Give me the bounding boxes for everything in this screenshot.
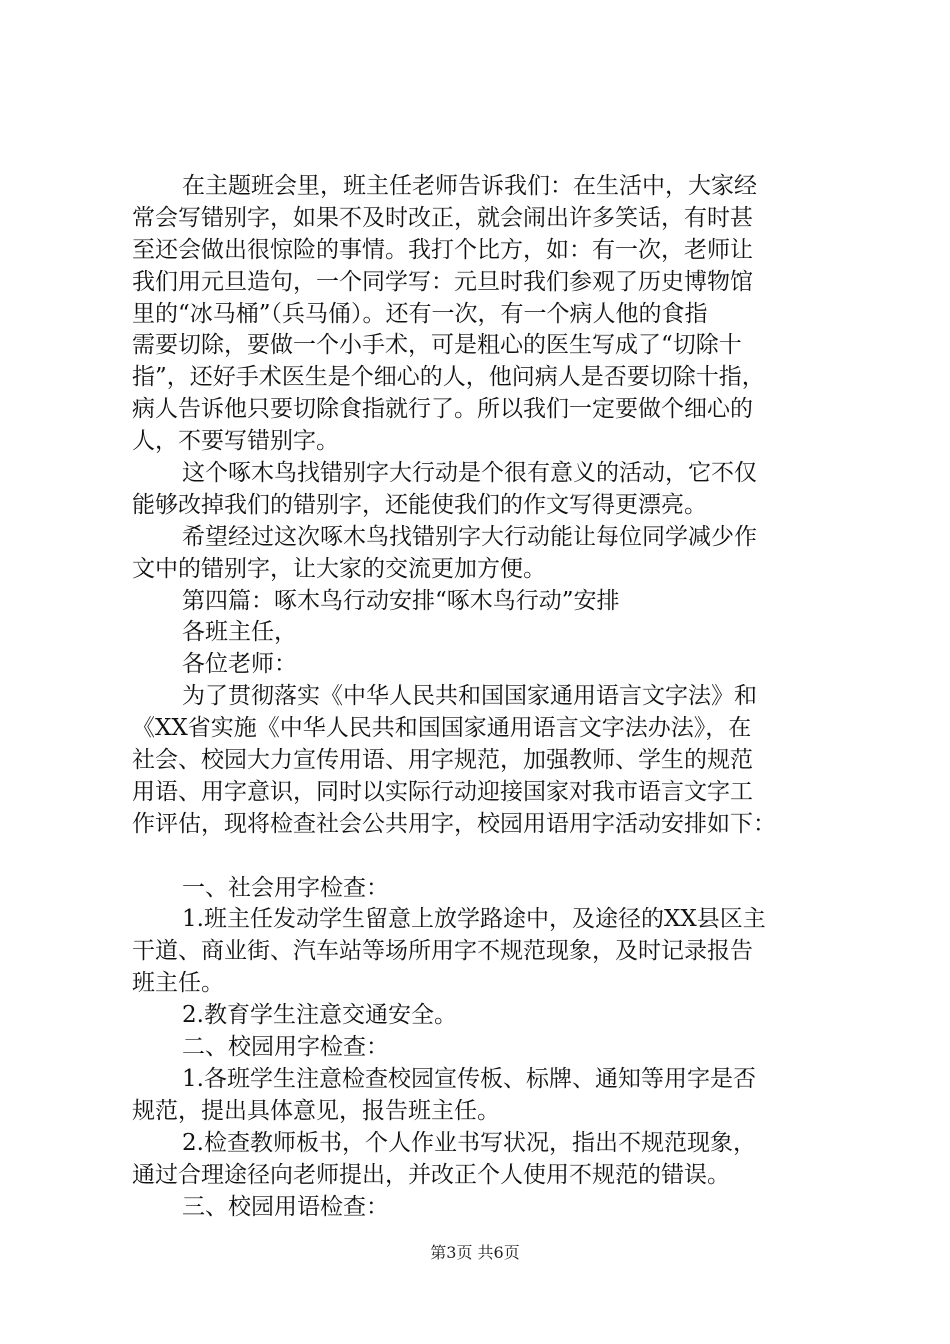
paragraph-line: 我们用元旦造句，一个同学写：元旦时我们参观了历史博物馆 [132, 268, 753, 295]
list-item-continued: 规范，提出具体意见，报告班主任。 [132, 1097, 500, 1124]
paragraph-line: 这个啄木鸟找错别字大行动是个很有意义的活动，它不仅 [182, 460, 757, 487]
document-body [132, 171, 832, 1223]
paragraph-line: 社会、校园大力宣传用语、用字规范，加强教师、学生的规范 [132, 747, 753, 774]
list-item-continued: 通过合理途径向老师提出，并改正个人使用不规范的错误。 [132, 1161, 730, 1188]
list-item: 2.检查教师板书，个人作业书写状况，指出不规范现象， [182, 1129, 756, 1156]
list-item: 2.教育学生注意交通安全。 [182, 1002, 457, 1029]
paragraph-line: 为了贯彻落实《中华人民共和国国家通用语言文字法》和 [182, 683, 757, 710]
paragraph-line: 里的“冰马桶”（兵马俑）。还有一次，有一个病人他的食指 [132, 300, 708, 327]
blank-line [132, 841, 832, 873]
salutation-line: 各班主任， [182, 619, 297, 646]
paragraph-line: 能够改掉我们的错别字，还能使我们的作文写得更漂亮。 [132, 491, 707, 518]
paragraph-line: 希望经过这次啄木鸟找错别字大行动能让每位同学减少作 [182, 523, 757, 550]
list-item: 1.班主任发动学生留意上放学路途中，及途径的XX县区主 [182, 906, 766, 933]
paragraph-line: 至还会做出很惊险的事情。我打个比方，如：有一次，老师让 [132, 236, 753, 263]
list-item-continued: 干道、商业街、汽车站等场所用字不规范现象，及时记录报告 [132, 938, 753, 965]
salutation-line: 各位老师： [182, 651, 297, 678]
page-number-footer: 第3页 共6页 [430, 1243, 520, 1262]
paragraph-line: 作评估，现将检查社会公共用字，校园用语用字活动安排如下： [132, 810, 776, 837]
paragraph-line: 指”，还好手术医生是个细心的人，他问病人是否要切除十指， [132, 364, 765, 391]
paragraph-line: 病人告诉他只要切除食指就行了。所以我们一定要做个细心的 [132, 396, 753, 423]
list-heading: 二、校园用字检查： [182, 1034, 389, 1061]
paragraph-line: 《XX省实施《中华人民共和国国家通用语言文字法办法》，在 [132, 715, 752, 742]
section-heading: 第四篇：啄木鸟行动安排“啄木鸟行动”安排 [182, 587, 620, 614]
paragraph-line: 在主题班会里，班主任老师告诉我们：在生活中，大家经 [182, 173, 757, 199]
list-item: 1.各班学生注意检查校园宣传板、标牌、通知等用字是否 [182, 1065, 756, 1092]
paragraph-line: 需要切除，要做一个小手术，可是粗心的医生写成了“切除十 [132, 332, 742, 359]
list-item-continued: 班主任。 [132, 970, 224, 997]
list-heading: 一、社会用字检查： [182, 874, 389, 901]
paragraph-line: 人，不要写错别字。 [132, 428, 339, 455]
list-heading: 三、校园用语检查： [182, 1193, 389, 1220]
paragraph-line: 文中的错别字，让大家的交流更加方便。 [132, 555, 546, 582]
paragraph-line: 用语、用字意识，同时以实际行动迎接国家对我市语言文字工 [132, 778, 753, 805]
paragraph-line: 常会写错别字，如果不及时改正，就会闹出许多笑话，有时甚 [132, 204, 753, 231]
